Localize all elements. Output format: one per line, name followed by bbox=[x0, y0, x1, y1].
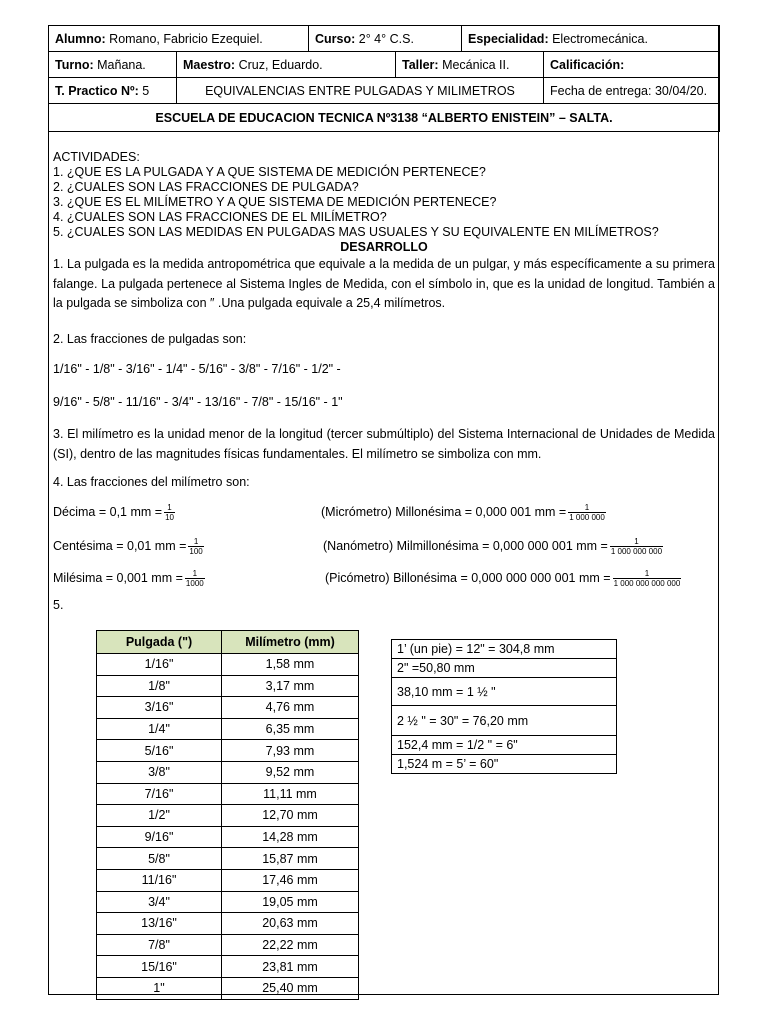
fraction: $\frac{1}{1 000 000 000}$ bbox=[610, 537, 663, 556]
inch-cell: 3/8" bbox=[97, 761, 222, 783]
fraction: $\frac{1}{1 000 000}$ bbox=[569, 503, 605, 522]
conversion-table bbox=[96, 630, 359, 1000]
maestro-cell: Maestro: Cruz, Eduardo. bbox=[177, 52, 396, 78]
header-table bbox=[48, 25, 720, 132]
table-row bbox=[97, 869, 359, 891]
inch-cell: 9/16" bbox=[97, 826, 222, 848]
activity-item: 4. ¿CUALES SON LAS FRACCIONES DE EL MILÍMETRO? bbox=[53, 210, 387, 224]
table-row bbox=[97, 805, 359, 827]
conversion-header-inch: Pulgada (") bbox=[97, 631, 222, 654]
mm-cell: 6,35 mm bbox=[222, 718, 359, 740]
table-row bbox=[97, 956, 359, 978]
centesima-line: Centésima = 0,01 mm = $\frac{1}{100}$ bbox=[53, 537, 203, 556]
turno-cell: Turno: Mañana. bbox=[49, 52, 177, 78]
decima-line: Décima = 0,1 mm = $\frac{1}{10}$ bbox=[53, 503, 174, 522]
inch-cell: 7/16" bbox=[97, 783, 222, 805]
table-row bbox=[97, 675, 359, 697]
table-row bbox=[97, 654, 359, 676]
milesima-line: Milésima = 0,001 mm = $\frac{1}{1000}$ bbox=[53, 569, 204, 588]
fraction: $\frac{1}{1000}$ bbox=[185, 569, 204, 588]
inch-cell: 3/4" bbox=[97, 891, 222, 913]
mm-cell: 17,46 mm bbox=[222, 869, 359, 891]
table-row bbox=[97, 783, 359, 805]
mm-cell: 23,81 mm bbox=[222, 956, 359, 978]
alumno-cell: Alumno: Romano, Fabricio Ezequiel. bbox=[49, 26, 309, 52]
mm-cell: 3,17 mm bbox=[222, 675, 359, 697]
mm-cell: 11,11 mm bbox=[222, 783, 359, 805]
inch-fractions-line-1: 1/16" - 1/8" - 3/16" - 1/4" - 5/16" - 3/8" - 7/16" - 1/2" - bbox=[53, 362, 341, 376]
activity-item: 3. ¿QUE ES EL MILÍMETRO Y A QUE SISTEMA DE MEDICIÓN PERTENECE? bbox=[53, 195, 497, 209]
equivalence-table bbox=[391, 639, 617, 774]
table-row bbox=[97, 826, 359, 848]
inch-cell: 7/8" bbox=[97, 934, 222, 956]
taller-cell: Taller: Mecánica II. bbox=[396, 52, 544, 78]
nanometro-line: (Nanómetro) Milmillonésima = 0,000 000 001 mm = $\frac{1}{1 000 000 000}$ bbox=[323, 537, 663, 556]
fraction: $\frac{1}{100}$ bbox=[189, 537, 203, 556]
paragraph-5: 5. bbox=[53, 598, 64, 612]
inch-cell: 5/16" bbox=[97, 740, 222, 762]
calificacion-cell: Calificación: bbox=[544, 52, 720, 78]
inch-cell: 3/16" bbox=[97, 697, 222, 719]
inch-cell: 1/8" bbox=[97, 675, 222, 697]
mm-cell: 12,70 mm bbox=[222, 805, 359, 827]
especialidad-cell: Especialidad: Electromecánica. bbox=[462, 26, 720, 52]
desarrollo-heading: DESARROLLO bbox=[340, 240, 428, 254]
picometro-line: (Picómetro) Billonésima = 0,000 000 000 001 mm = $\frac{1}{1 000 000 000 000}$ bbox=[325, 569, 681, 588]
curso-cell: Curso: 2° 4° C.S. bbox=[309, 26, 462, 52]
inch-cell: 1" bbox=[97, 977, 222, 999]
micrometro-line: (Micrómetro) Millonésima = 0,000 001 mm = $\frac{1}{1 000 000}$ bbox=[321, 503, 605, 522]
table-row bbox=[97, 761, 359, 783]
table-row bbox=[97, 718, 359, 740]
paragraph-3: 3. El milímetro es la unidad menor de la longitud (tercer submúltiplo) del Sistema Internacional de Unidades de Medida (SI), dentro de las magnitudes físicas fundamentales. El milímetro se simboliza con mm. bbox=[53, 427, 715, 461]
tp-cell: T. Practico Nº: 5 bbox=[49, 78, 177, 104]
paragraph-1: 1. La pulgada es la medida antropométrica que equivale a la medida de un pulgar, y más específicamente a su primera falange. La pulgada pertenece al Sistema Ingles de Medida, con el símbolo in, que es la unidad de longitud. También a la pulgada se simboliza con ″ .Una pulgada equivale a 25,4 milímetros. bbox=[53, 257, 715, 310]
inch-cell: 11/16" bbox=[97, 869, 222, 891]
inch-cell: 1/16" bbox=[97, 654, 222, 676]
activity-item: 5. ¿CUALES SON LAS MEDIDAS EN PULGADAS MAS USUALES Y SU EQUIVALENTE EN MILÍMETROS? bbox=[53, 225, 659, 239]
equivalence-row: 1,524 m = 5’ = 60" bbox=[392, 755, 617, 774]
table-row bbox=[97, 891, 359, 913]
title-cell: EQUIVALENCIAS ENTRE PULGADAS Y MILIMETROS bbox=[177, 78, 544, 104]
inch-cell: 15/16" bbox=[97, 956, 222, 978]
mm-cell: 19,05 mm bbox=[222, 891, 359, 913]
mm-cell: 25,40 mm bbox=[222, 977, 359, 999]
inch-fractions-line-2: 9/16" - 5/8" - 11/16" - 3/4" - 13/16" - 7/8" - 15/16" - 1" bbox=[53, 395, 343, 409]
equivalence-row: 2" =50,80 mm bbox=[392, 659, 617, 678]
mm-cell: 7,93 mm bbox=[222, 740, 359, 762]
equivalence-row: 1’ (un pie) = 12" = 304,8 mm bbox=[392, 640, 617, 659]
inch-cell: 1/4" bbox=[97, 718, 222, 740]
equivalence-row: 152,4 mm = 1/2 " = 6" bbox=[392, 736, 617, 755]
mm-cell: 4,76 mm bbox=[222, 697, 359, 719]
table-row bbox=[97, 934, 359, 956]
mm-cell: 1,58 mm bbox=[222, 654, 359, 676]
mm-cell: 9,52 mm bbox=[222, 761, 359, 783]
fraction: $\frac{1}{10}$ bbox=[165, 503, 174, 522]
mm-cell: 22,22 mm bbox=[222, 934, 359, 956]
table-row bbox=[97, 977, 359, 999]
fraction: $\frac{1}{1 000 000 000 000}$ bbox=[613, 569, 681, 588]
inch-cell: 13/16" bbox=[97, 913, 222, 935]
conversion-header-mm: Milímetro (mm) bbox=[222, 631, 359, 654]
paragraph-4: 4. Las fracciones del milímetro son: bbox=[53, 475, 250, 489]
equivalence-row: 38,10 mm = 1 ½ " bbox=[392, 678, 617, 706]
table-row bbox=[97, 697, 359, 719]
table-row bbox=[97, 848, 359, 870]
equivalence-row: 2 ½ " = 30" = 76,20 mm bbox=[392, 706, 617, 736]
school-cell: ESCUELA DE EDUCACION TECNICA Nº3138 “ALBERTO ENISTEIN” – SALTA. bbox=[49, 104, 720, 132]
activity-item: 2. ¿CUALES SON LAS FRACCIONES DE PULGADA? bbox=[53, 180, 359, 194]
mm-cell: 20,63 mm bbox=[222, 913, 359, 935]
activity-item: 1. ¿QUE ES LA PULGADA Y A QUE SISTEMA DE MEDICIÓN PERTENECE? bbox=[53, 165, 486, 179]
paragraph-2: 2. Las fracciones de pulgadas son: bbox=[53, 332, 247, 346]
inch-cell: 5/8" bbox=[97, 848, 222, 870]
table-row bbox=[97, 740, 359, 762]
activities-heading: ACTIVIDADES: bbox=[53, 150, 140, 164]
mm-cell: 14,28 mm bbox=[222, 826, 359, 848]
mm-cell: 15,87 mm bbox=[222, 848, 359, 870]
table-row bbox=[97, 913, 359, 935]
inch-cell: 1/2" bbox=[97, 805, 222, 827]
activities-block bbox=[53, 150, 715, 314]
fecha-cell: Fecha de entrega: 30/04/20. bbox=[544, 78, 720, 104]
